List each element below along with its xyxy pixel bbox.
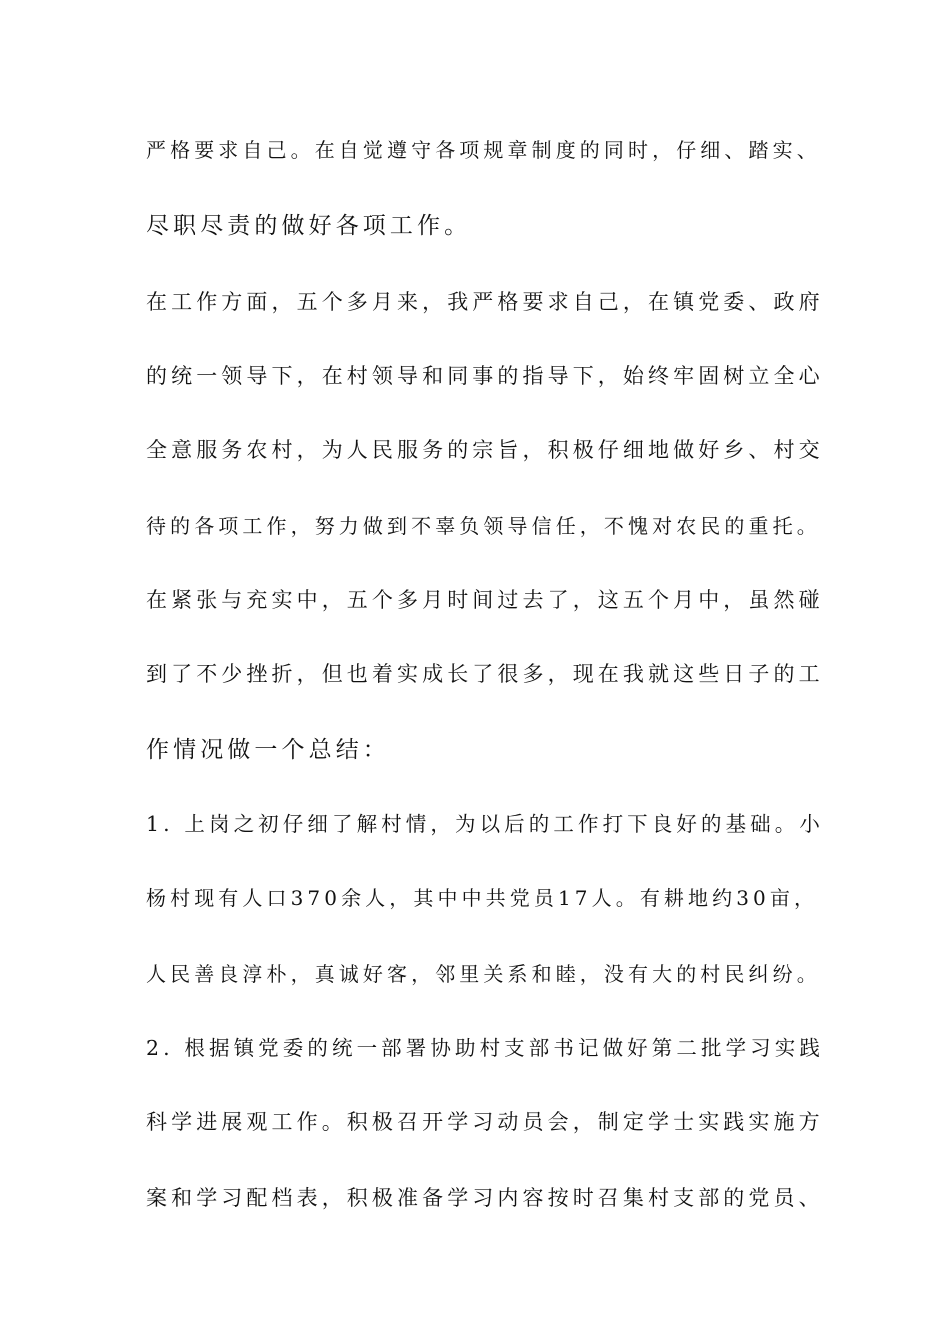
text-line: 科学进展观工作。积极召开学习动员会，制定学士实践实施方 xyxy=(146,1110,824,1134)
text-line: 尽职尽责的做好各项工作。 xyxy=(146,213,472,239)
text-line: 在紧张与充实中，五个多月时间过去了，这五个月中，虽然碰 xyxy=(146,588,824,612)
text-line: 的统一领导下，在村领导和同事的指导下，始终牢固树立全心 xyxy=(146,364,824,388)
text-line: 作情况做一个总结： xyxy=(146,737,390,763)
list-item-1: 1. 上岗之初仔细了解村情，为以后的工作打下良好的基础。小 xyxy=(146,812,824,836)
text-line: 人民善良淳朴，真诚好客，邻里关系和睦，没有大的村民纠纷。 xyxy=(146,962,821,986)
list-item-2: 2. 根据镇党委的统一部署协助村支部书记做好第二批学习实践 xyxy=(146,1036,824,1060)
text-line: 到了不少挫折，但也着实成长了很多，现在我就这些日子的工 xyxy=(146,662,824,686)
text-line: 案和学习配档表，积极准备学习内容按时召集村支部的党员、 xyxy=(146,1186,824,1210)
text-line: 严格要求自己。在自觉遵守各项规章制度的同时，仔细、踏实、 xyxy=(146,138,821,162)
text-line: 杨村现有人口370余人，其中中共党员17人。有耕地约30亩， xyxy=(146,886,819,910)
text-line: 全意服务农村，为人民服务的宗旨，积极仔细地做好乡、村交 xyxy=(146,438,824,462)
text-line: 待的各项工作，努力做到不辜负领导信任，不愧对农民的重托。 xyxy=(146,514,821,538)
text-line: 在工作方面，五个多月来，我严格要求自己，在镇党委、政府 xyxy=(146,290,824,314)
